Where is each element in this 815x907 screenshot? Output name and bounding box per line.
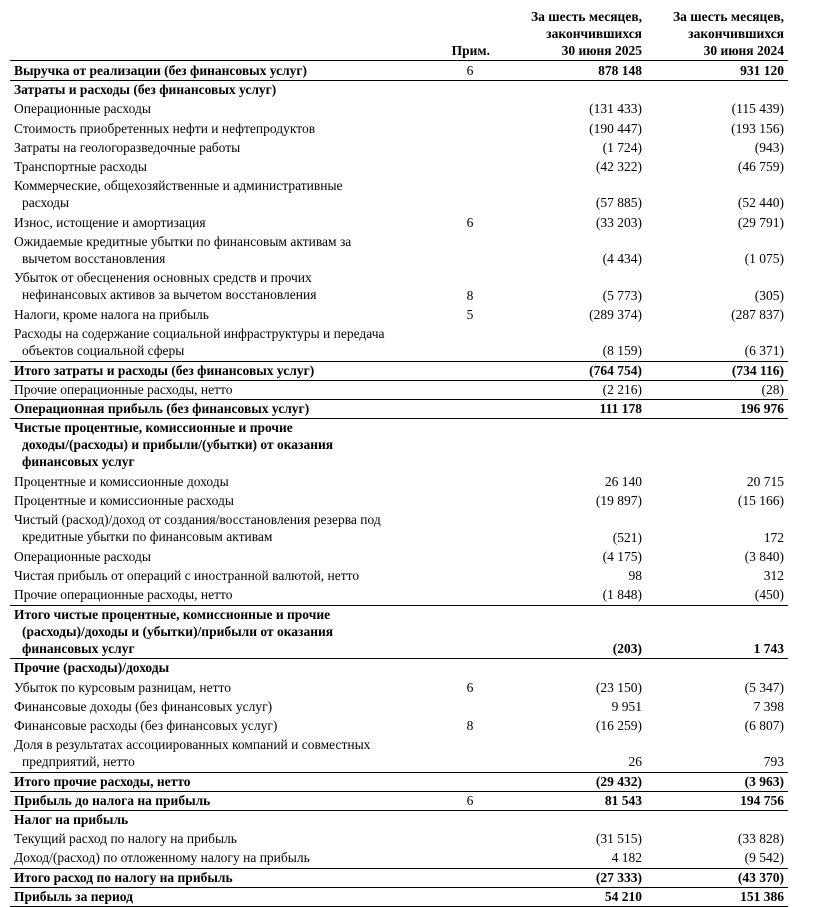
value-2024: (46 759) bbox=[737, 159, 784, 174]
row-label bbox=[14, 158, 444, 175]
row-label-line: расходы bbox=[22, 195, 70, 211]
row-label-line: финансовых услуг bbox=[22, 454, 135, 470]
value-2025: (4 434) bbox=[602, 251, 642, 267]
row-label-line: Доход/(расход) по отложенному налогу на прибыль bbox=[14, 850, 310, 866]
table-row bbox=[10, 717, 788, 734]
row-label-line: Затраты на геологоразведочные работы bbox=[14, 139, 241, 155]
row-label-line: Итого расход по налогу на прибыль bbox=[14, 869, 233, 885]
row-label-line: Расходы на содержание социальной инфраструктуры и передача bbox=[14, 326, 385, 342]
table-row bbox=[10, 381, 788, 398]
row-label-line: Финансовые доходы (без финансовых услуг) bbox=[14, 698, 273, 714]
row-label-line: Выручка от реализации (без финансовых услуг) bbox=[14, 63, 308, 78]
value-2024: (287 837) bbox=[731, 306, 784, 322]
row-label-line: Убыток от обесценения основных средств и прочих bbox=[14, 270, 312, 286]
value-2025: (8 159) bbox=[602, 343, 642, 359]
row-label bbox=[14, 830, 444, 847]
row-label bbox=[14, 306, 444, 323]
table-row bbox=[10, 659, 788, 676]
column-header-2025 bbox=[500, 8, 642, 59]
column-header-2025-line: За шесть месяцев, bbox=[530, 9, 642, 24]
value-2024: (450) bbox=[754, 587, 784, 603]
table-row bbox=[10, 849, 788, 866]
row-label-line: Прочие операционные расходы, нетто bbox=[14, 587, 233, 603]
row-note: 6 bbox=[466, 214, 474, 230]
value-2024: (43 370) bbox=[737, 869, 784, 885]
row-label-line: Прибыль до налога на прибыль bbox=[14, 792, 211, 808]
value-2025: 111 178 bbox=[599, 401, 642, 416]
table-row bbox=[10, 269, 788, 304]
row-label bbox=[14, 233, 444, 267]
table-row bbox=[10, 120, 788, 137]
table-row bbox=[10, 773, 788, 790]
value-2024: 196 976 bbox=[740, 401, 784, 416]
row-label bbox=[14, 81, 444, 98]
row-note: 8 bbox=[466, 717, 474, 733]
value-2025: 81 543 bbox=[604, 792, 642, 808]
row-label-line: Процентные и комиссионные доходы bbox=[14, 474, 229, 489]
column-header-2024-line: закончившихся bbox=[688, 26, 784, 41]
table-row bbox=[10, 233, 788, 268]
row-label-line: Итого прочие расходы, нетто bbox=[14, 773, 191, 789]
value-2025: (521) bbox=[612, 529, 642, 545]
table-row bbox=[10, 511, 788, 546]
row-note: 6 bbox=[466, 63, 474, 78]
row-label-line: Процентные и комиссионные расходы bbox=[14, 493, 234, 509]
value-2024: 312 bbox=[763, 568, 784, 584]
row-label-line: Стоимость приобретенных нефти и нефтепродуктов bbox=[14, 120, 316, 136]
table-row bbox=[10, 419, 788, 471]
row-label bbox=[14, 717, 444, 734]
table-row bbox=[10, 306, 788, 323]
row-label-line: Текущий расход по налогу на прибыль bbox=[14, 831, 237, 847]
row-label-line: вычетом восстановления bbox=[22, 250, 166, 266]
value-2025: (289 374) bbox=[589, 306, 642, 322]
table-row bbox=[10, 811, 788, 828]
row-label-line: Ожидаемые кредитные убытки по финансовым активам за bbox=[14, 233, 352, 249]
row-label-line: Прочие (расходы)/доходы bbox=[14, 660, 170, 676]
row-label bbox=[14, 792, 444, 809]
table-row bbox=[10, 177, 788, 212]
value-2025: 54 210 bbox=[604, 888, 642, 904]
value-2024: (3 963) bbox=[744, 773, 784, 789]
row-label bbox=[14, 62, 444, 79]
value-2024: (3 840) bbox=[744, 548, 784, 564]
column-header-2024-line: За шесть месяцев, bbox=[672, 9, 784, 24]
value-2024: 194 756 bbox=[740, 792, 784, 808]
row-label bbox=[14, 325, 444, 359]
value-2025: (16 259) bbox=[595, 717, 642, 733]
value-2025: (29 432) bbox=[595, 773, 642, 789]
value-2025: (27 333) bbox=[595, 869, 642, 885]
row-label-line: предприятий, нетто bbox=[22, 754, 135, 770]
value-2024: (1 075) bbox=[744, 251, 784, 267]
row-label bbox=[14, 811, 444, 828]
row-label bbox=[14, 586, 444, 603]
row-label-line: кредитные убытки по финансовым активам bbox=[22, 529, 273, 545]
row-label-line: объектов социальной сферы bbox=[22, 343, 185, 359]
table-row bbox=[10, 736, 788, 771]
row-label bbox=[14, 888, 444, 905]
row-label-line: Операционные расходы bbox=[14, 101, 151, 117]
table-row bbox=[10, 362, 788, 379]
header-divider bbox=[10, 60, 788, 61]
value-2025: (42 322) bbox=[595, 159, 642, 174]
row-label bbox=[14, 869, 444, 886]
row-label-line: Итого затраты и расходы (без финансовых услуг) bbox=[14, 362, 315, 378]
value-2024: (28) bbox=[761, 381, 784, 397]
row-label bbox=[14, 381, 444, 398]
value-2025: (203) bbox=[612, 641, 642, 657]
row-label bbox=[14, 773, 444, 790]
note-column-header: Прим. bbox=[451, 43, 490, 58]
row-label bbox=[14, 548, 444, 565]
value-2025: (23 150) bbox=[595, 679, 642, 695]
table-row bbox=[10, 869, 788, 886]
row-label-line: доходы/(расходы) и прибыли/(убытки) от оказания bbox=[22, 437, 334, 453]
value-2025: (1 848) bbox=[602, 587, 642, 603]
row-label-line: Операционная прибыль (без финансовых услуг) bbox=[14, 401, 310, 416]
row-label bbox=[14, 511, 444, 545]
row-label bbox=[14, 400, 444, 417]
table-row bbox=[10, 586, 788, 603]
value-2024: (33 828) bbox=[737, 831, 784, 847]
value-2024: 793 bbox=[763, 754, 784, 770]
value-2025: (2 216) bbox=[602, 381, 642, 397]
row-label-line: Налоги, кроме налога на прибыль bbox=[14, 306, 209, 322]
value-2025: 878 148 bbox=[598, 63, 642, 78]
row-label bbox=[14, 362, 444, 379]
row-label-line: Чистые процентные, комиссионные и прочие bbox=[14, 420, 293, 436]
row-label-line: (расходы)/доходы и (убытки)/прибыли от оказания bbox=[22, 623, 334, 639]
value-2025: (31 515) bbox=[595, 831, 642, 847]
column-header-2025-line: закончившихся bbox=[546, 26, 642, 41]
value-2024: (15 166) bbox=[737, 493, 784, 509]
value-2024: (5 347) bbox=[744, 679, 784, 695]
value-2024: 172 bbox=[763, 529, 784, 545]
row-label bbox=[14, 698, 444, 715]
row-note: 5 bbox=[466, 306, 474, 322]
value-2025: (1 724) bbox=[602, 139, 642, 155]
row-label-line: финансовых услуг bbox=[22, 640, 135, 656]
row-label bbox=[14, 679, 444, 696]
row-label bbox=[14, 139, 444, 156]
value-2025: (190 447) bbox=[589, 120, 642, 136]
table-row bbox=[10, 214, 788, 231]
table-row bbox=[10, 325, 788, 360]
row-label bbox=[14, 177, 444, 211]
row-label bbox=[14, 606, 444, 657]
row-label bbox=[14, 120, 444, 137]
value-2024: (52 440) bbox=[737, 195, 784, 211]
row-label-line: Прибыль за период bbox=[14, 888, 133, 904]
table-row bbox=[10, 400, 788, 417]
value-2024: (193 156) bbox=[731, 120, 784, 136]
row-label-line: Затраты и расходы (без финансовых услуг) bbox=[14, 82, 277, 98]
row-label bbox=[14, 659, 444, 676]
table-row bbox=[10, 679, 788, 696]
row-label-line: Убыток по курсовым разницам, нетто bbox=[14, 679, 231, 695]
row-label bbox=[14, 736, 444, 770]
value-2024: (6 371) bbox=[744, 343, 784, 359]
row-label-line: Износ, истощение и амортизация bbox=[14, 214, 206, 230]
table-row bbox=[10, 792, 788, 809]
row-label bbox=[14, 849, 444, 866]
value-2024: (115 439) bbox=[731, 101, 784, 117]
value-2024: (305) bbox=[754, 287, 784, 303]
value-2025: 4 182 bbox=[611, 850, 642, 866]
table-row bbox=[10, 492, 788, 509]
row-label-line: Финансовые расходы (без финансовых услуг) bbox=[14, 717, 278, 733]
value-2025: 98 bbox=[628, 568, 642, 584]
row-label-line: Чистая прибыль от операций с иностранной валютой, нетто bbox=[14, 568, 360, 584]
value-2025: (33 203) bbox=[595, 214, 642, 230]
row-label-line: Налог на прибыль bbox=[14, 812, 129, 827]
column-header-2024-line: 30 июня 2024 bbox=[703, 43, 784, 58]
row-label bbox=[14, 419, 444, 470]
row-label-line: Транспортные расходы bbox=[14, 159, 147, 174]
row-label bbox=[14, 100, 444, 117]
row-label-line: Прочие операционные расходы, нетто bbox=[14, 381, 233, 397]
column-header-2024 bbox=[642, 8, 784, 59]
value-2025: (57 885) bbox=[595, 195, 642, 211]
value-2024: 931 120 bbox=[740, 63, 784, 78]
value-2024: (29 791) bbox=[737, 214, 784, 230]
row-label bbox=[14, 492, 444, 509]
table-row bbox=[10, 606, 788, 658]
row-note: 6 bbox=[466, 679, 474, 695]
row-label-line: нефинансовых активов за вычетом восстановления bbox=[22, 287, 317, 303]
table-row bbox=[10, 139, 788, 156]
value-2024: 20 715 bbox=[746, 474, 784, 489]
value-2024: (734 116) bbox=[731, 362, 784, 378]
value-2025: (5 773) bbox=[602, 287, 642, 303]
row-label-line: Итого чистые процентные, комиссионные и прочие bbox=[14, 606, 331, 622]
row-label-line: Чистый (расход)/доход от создания/восстановления резерва под bbox=[14, 512, 381, 528]
table-row bbox=[10, 81, 788, 98]
table-row bbox=[10, 888, 788, 905]
value-2024: 151 386 bbox=[740, 888, 784, 904]
value-2024: (943) bbox=[754, 139, 784, 155]
value-2025: (4 175) bbox=[602, 548, 642, 564]
row-label-line: Коммерческие, общехозяйственные и административные bbox=[14, 178, 343, 194]
value-2024: (6 807) bbox=[744, 717, 784, 733]
row-label bbox=[14, 214, 444, 231]
column-header-2025-line: 30 июня 2025 bbox=[561, 43, 642, 58]
table-row bbox=[10, 830, 788, 847]
table-row bbox=[10, 100, 788, 117]
table-row bbox=[10, 698, 788, 715]
table-row bbox=[10, 62, 788, 79]
row-label bbox=[14, 473, 444, 490]
row-label bbox=[14, 269, 444, 303]
value-2025: (19 897) bbox=[595, 493, 642, 509]
value-2025: 26 140 bbox=[604, 474, 642, 489]
value-2025: (131 433) bbox=[589, 101, 642, 117]
row-label-line: Доля в результатах ассоциированных компаний и совместных bbox=[14, 737, 371, 753]
row-note: 8 bbox=[466, 287, 474, 303]
table-row bbox=[10, 158, 788, 175]
value-2024: 1 743 bbox=[753, 641, 784, 657]
value-2025: 9 951 bbox=[611, 698, 642, 714]
row-note: 6 bbox=[466, 792, 474, 808]
row-label-line: Операционные расходы bbox=[14, 548, 151, 564]
value-2024: 7 398 bbox=[753, 698, 784, 714]
table-row bbox=[10, 548, 788, 565]
value-2025: (764 754) bbox=[589, 362, 642, 378]
table-row bbox=[10, 473, 788, 490]
row-label bbox=[14, 567, 444, 584]
value-2025: 26 bbox=[628, 754, 642, 770]
table-row bbox=[10, 567, 788, 584]
value-2024: (9 542) bbox=[744, 850, 784, 866]
